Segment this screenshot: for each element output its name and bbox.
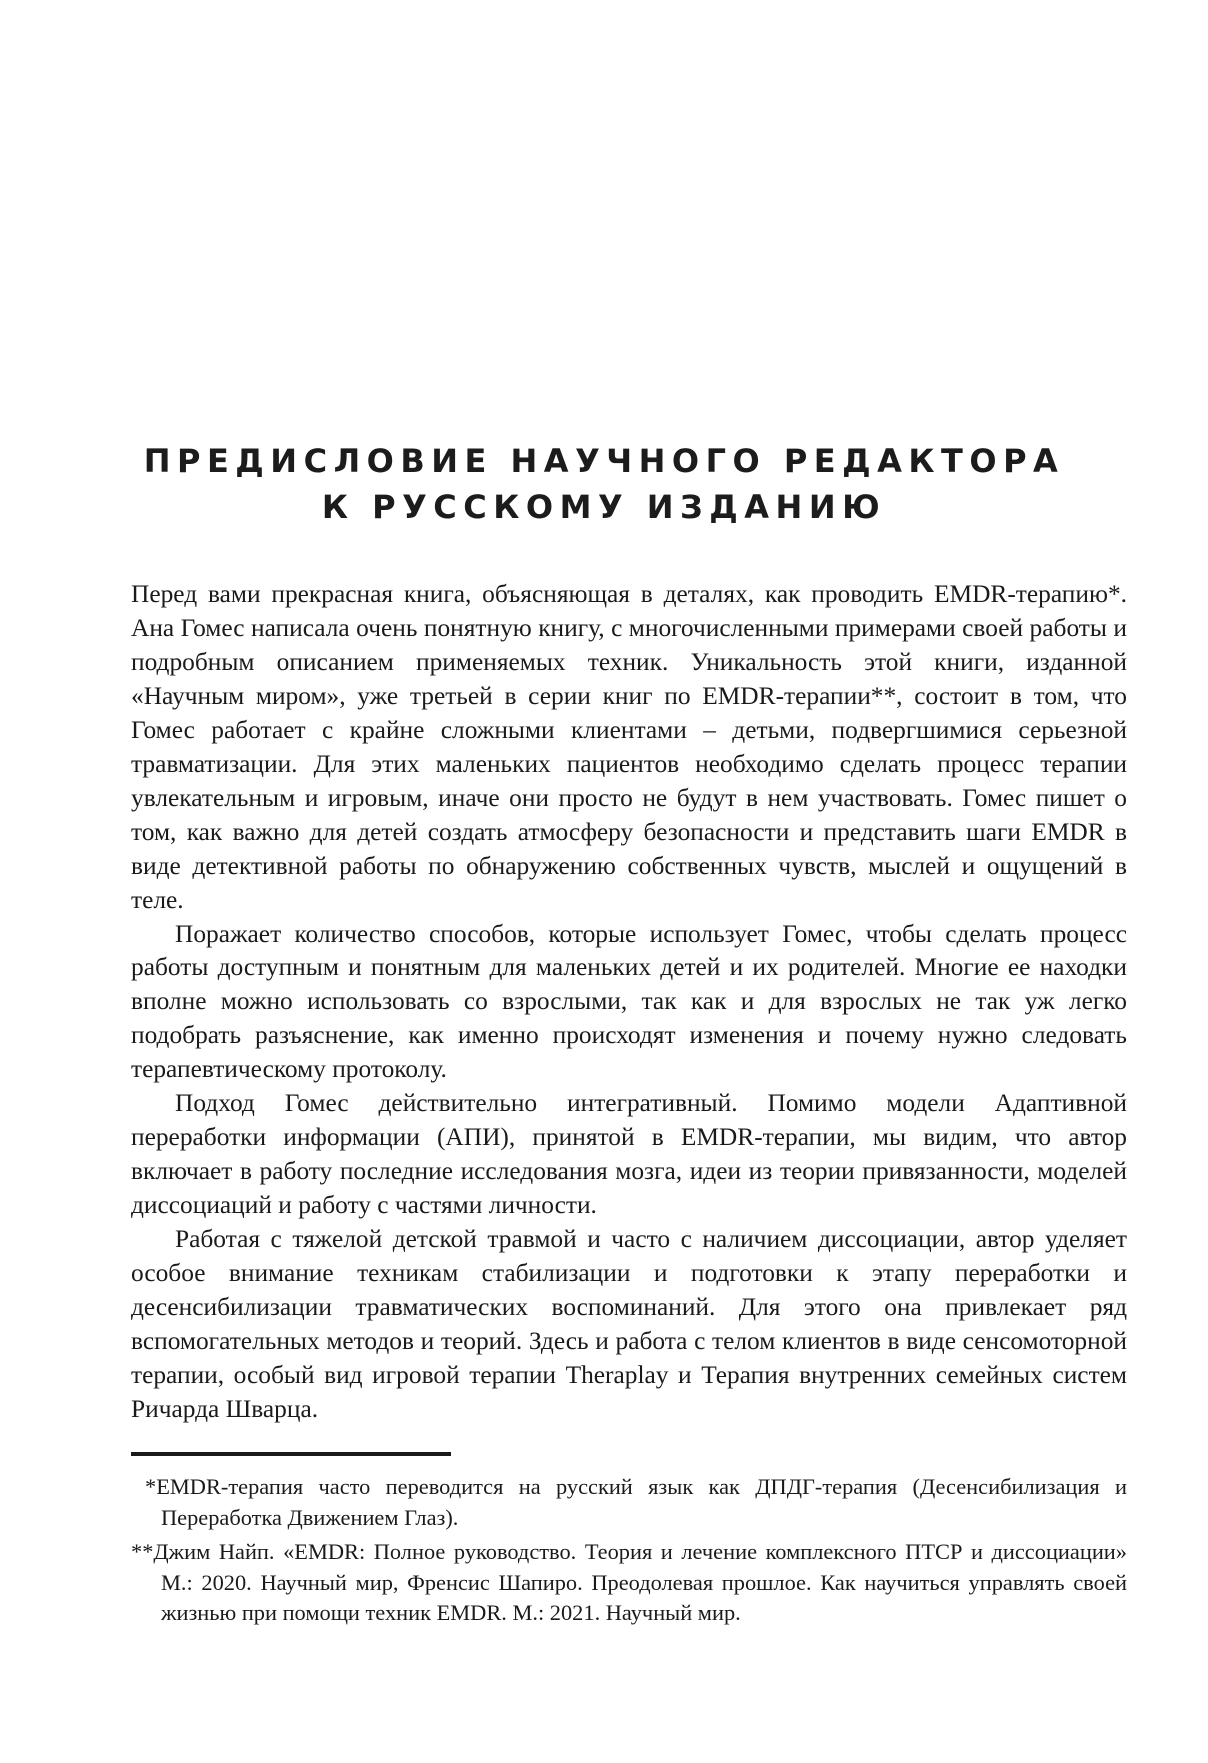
paragraph-2: Поражает количество способов, которые использует Гомес, чтобы сделать процесс работы доступным и понятным для маленьких детей и их родителей. Многие ее находки вполне можно использовать со взрослыми, так как и для взрослых не так уж легко подобрать разъяснение, как именно происходят изменения и почему нужно следовать терапевтическому протоколу. <box>131 919 1127 1084</box>
footnote-1: *EMDR-терапия часто переводится на русский язык как ДПДГ-терапия (Десенсибилизация и Переработка Движением Глаз). <box>145 1474 1127 1530</box>
paragraph-4: Работая с тяжелой детской травмой и часто с наличием диссоциации, автор уделяет особое внимание техникам стабилизации и подготовки к этапу переработки и десенсибилизации травматических воспоминаний. Для этого она привлекает ряд вспомогательных методов и теорий. Здесь и работа с телом клиентов в виде сенсомоторной терапии, особый вид игровой терапии Theraplay и Терапия внутренних семейных систем Ричарда Шварца. <box>131 1225 1127 1423</box>
footnote-divider <box>131 1452 451 1456</box>
footnotes <box>131 1472 1127 1629</box>
body-text <box>131 578 1127 1427</box>
chapter-title-line-2: К РУССКОМУ ИЗДАНИЮ <box>321 488 887 526</box>
chapter-title-line-1: ПРЕДИСЛОВИЕ НАУЧНОГО РЕДАКТОРА <box>143 442 1065 480</box>
chapter-title <box>130 438 1078 530</box>
footnote-2: **Джим Найп. «EMDR: Полное руководство. Теория и лечение комплексного ПТСР и диссоциации» М.: 2020. Научный мир, Френсис Шапиро. Преодолевая прошлое. Как научиться управлять своей жизнью при помощи техник EMDR. М.: 2021. Научный мир. <box>131 1539 1127 1625</box>
paragraph-3: Подход Гомес действительно интегративный. Помимо модели Адаптивной переработки информации (АПИ), принятой в EMDR-терапии, мы видим, что автор включает в работу последние исследования мозга, идеи из теории привязанности, моделей диссоциаций и работу с частями личности. <box>131 1089 1127 1220</box>
paragraph-1: Перед вами прекрасная книга, объясняющая в деталях, как проводить EMDR-терапию*. Ана Гомес написала очень понятную книгу, с многочисленными примерами своей работы и подробным описанием применяемых техник. Уникальность этой книги, изданной «Научным миром», уже третьей в серии книг по EMDR-терапии**, состоит в том, что Гомес работает с крайне сложными клиентами – детьми, подвергшимися серьезной травматизации. Для этих маленьких пациентов необходимо сделать процесс терапии увлекательным и игровым, иначе они просто не будут в нем участвовать. Гомес пишет о том, как важно для детей создать атмосферу безопасности и представить шаги EMDR в виде детективной работы по обнаружению собственных чувств, мыслей и ощущений в теле. <box>131 580 1127 914</box>
